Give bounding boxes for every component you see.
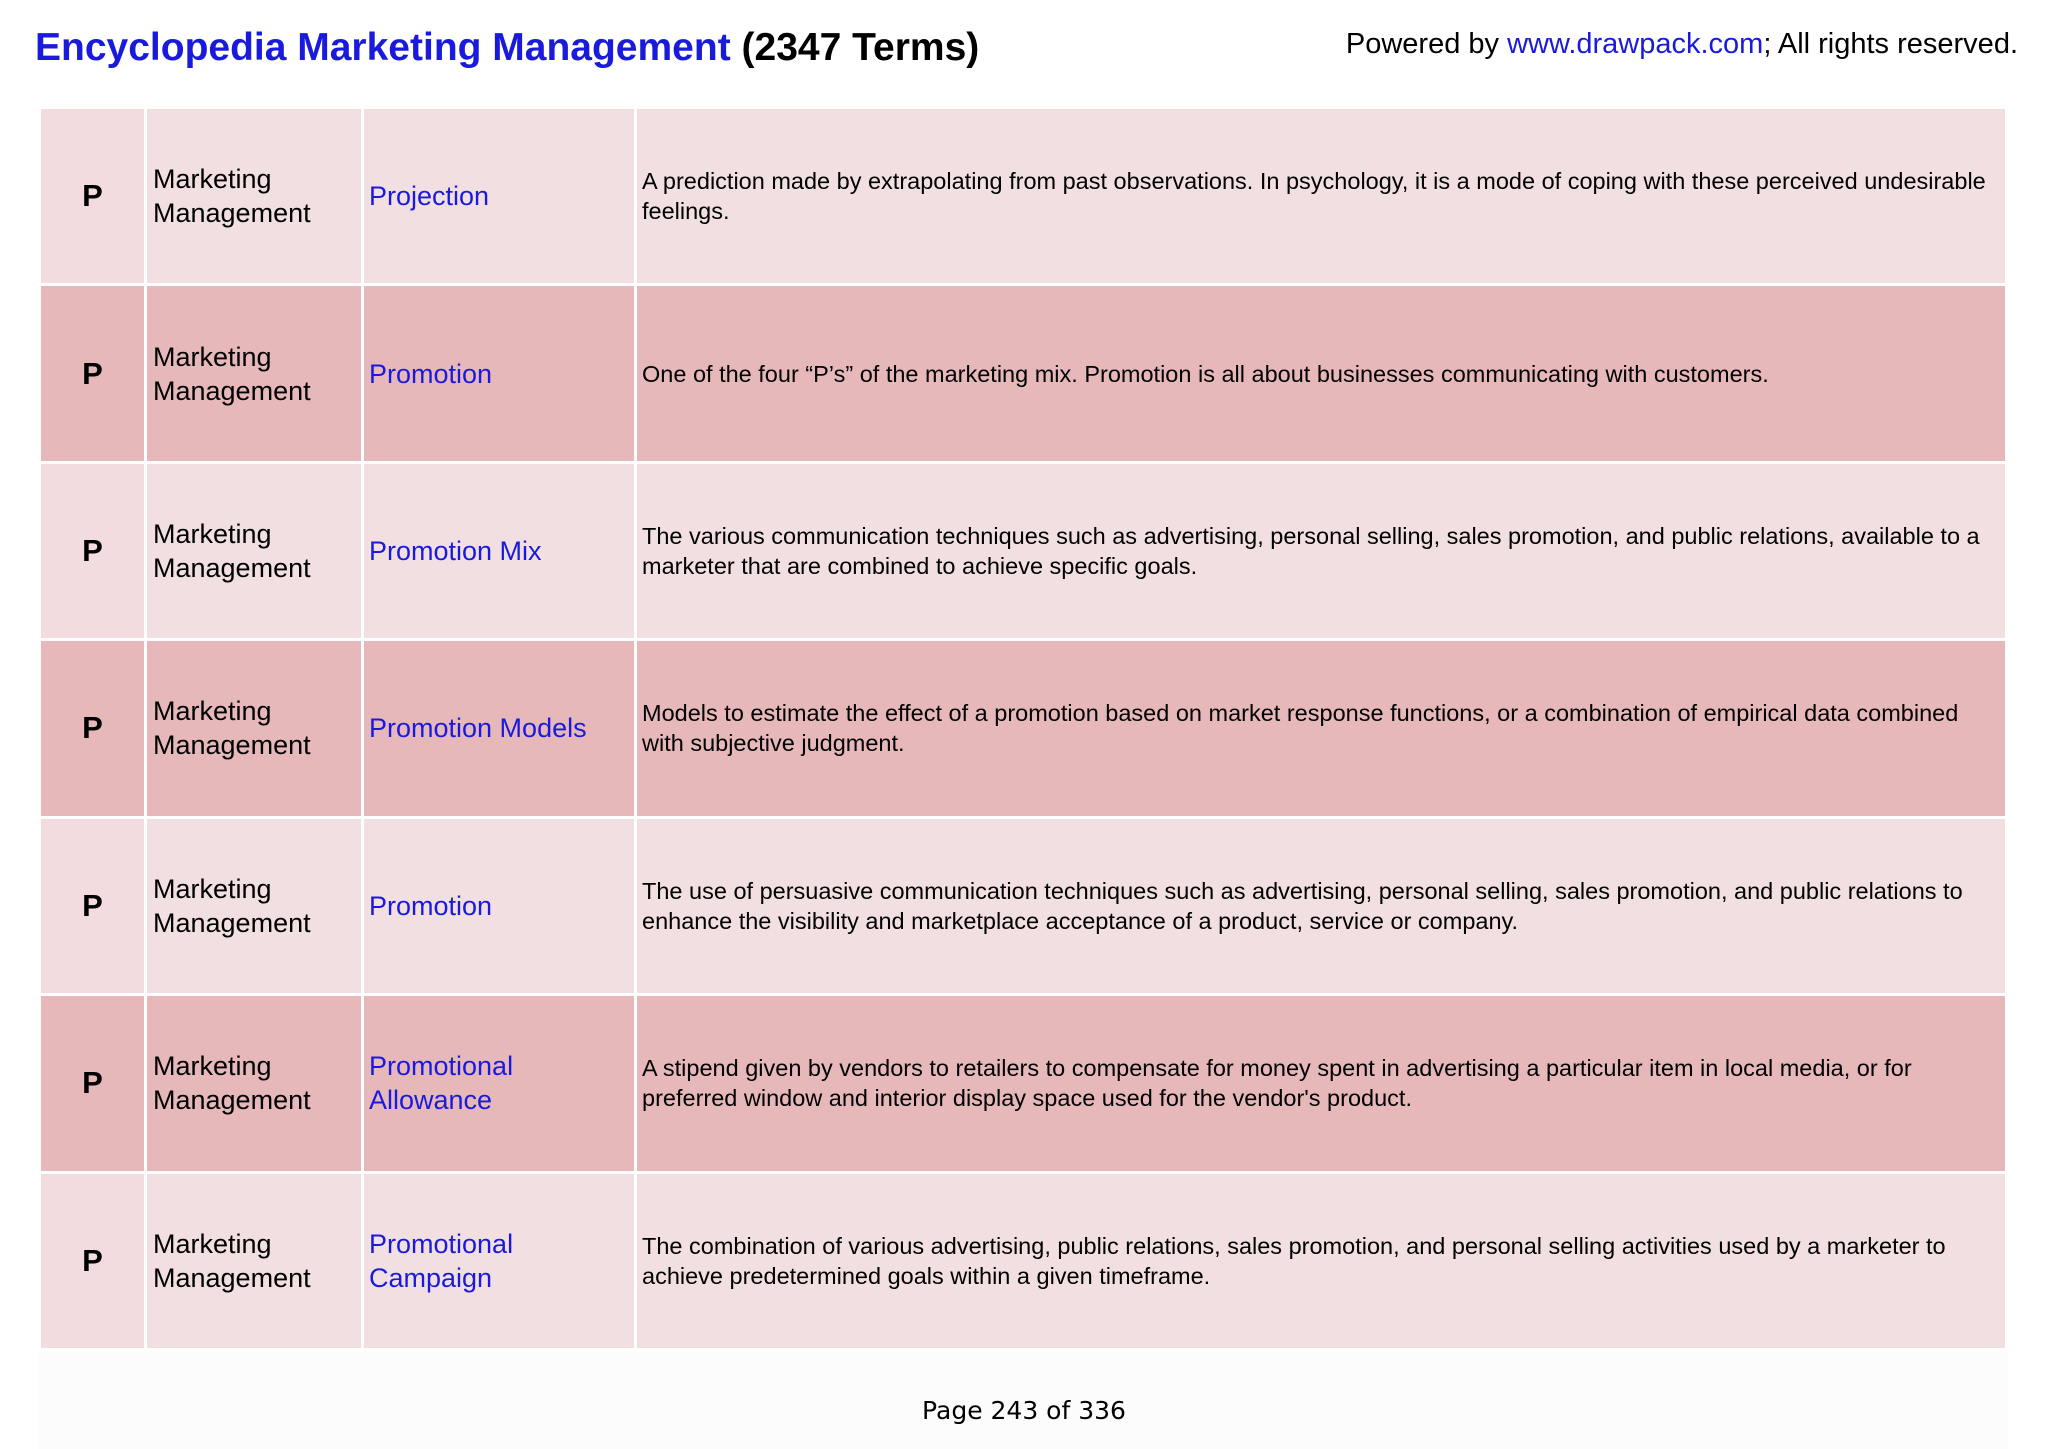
category-line-1: Marketing	[153, 341, 272, 372]
category-cell	[146, 285, 363, 462]
category-line-2: Management	[153, 1262, 311, 1293]
table-row	[40, 462, 2007, 639]
category-line-1: Marketing	[153, 696, 272, 727]
term-link[interactable]: Promotion	[363, 285, 636, 462]
term-link[interactable]: Projection	[363, 108, 636, 285]
table-row	[40, 108, 2007, 285]
letter-cell: P	[40, 285, 146, 462]
category-cell	[146, 462, 363, 639]
category-cell	[146, 1172, 363, 1349]
category-line-1: Marketing	[153, 1228, 272, 1259]
definition-cell: A prediction made by extrapolating from past observations. In psychology, it is a mode of coping with these perceived undesirable feelings.	[636, 108, 2007, 285]
category-line-2: Management	[153, 553, 311, 584]
credits-suffix: ; All rights reserved.	[1763, 28, 2018, 60]
category-line-2: Management	[153, 907, 311, 938]
definition-cell: The various communication techniques such as advertising, personal selling, sales promotion, and public relations, available to a marketer that are combined to achieve specific goals.	[636, 462, 2007, 639]
category-cell	[146, 817, 363, 994]
page-title	[35, 26, 979, 70]
table-row	[40, 640, 2007, 817]
letter-cell: P	[40, 640, 146, 817]
table-row	[40, 285, 2007, 462]
term-link[interactable]: Promotion Models	[363, 640, 636, 817]
table-row	[40, 995, 2007, 1172]
category-cell	[146, 995, 363, 1172]
letter-cell: P	[40, 817, 146, 994]
terms-table	[38, 106, 2008, 1351]
term-link[interactable]: Promotion Mix	[363, 462, 636, 639]
category-line-1: Marketing	[153, 873, 272, 904]
definition-cell: The combination of various advertising, public relations, sales promotion, and personal selling activities used by a marketer to achieve predetermined goals within a given timeframe.	[636, 1172, 2007, 1349]
definition-cell: A stipend given by vendors to retailers to compensate for money spent in advertising a particular item in local media, or for preferred window and interior display space used for the vendor's product.	[636, 995, 2007, 1172]
table-row	[40, 1172, 2007, 1349]
term-link[interactable]: Promotional Allowance	[363, 995, 636, 1172]
category-line-1: Marketing	[153, 519, 272, 550]
credits-prefix: Powered by	[1345, 28, 1508, 60]
category-line-2: Management	[153, 375, 311, 406]
term-link[interactable]: Promotional Campaign	[363, 1172, 636, 1349]
category-line-2: Management	[153, 198, 311, 229]
category-cell	[146, 108, 363, 285]
credits	[1346, 28, 2018, 61]
category-cell	[146, 640, 363, 817]
site-link[interactable]: www.drawpack.com	[1507, 28, 1764, 60]
term-count: (2347 Terms)	[741, 26, 980, 69]
title-main: Encyclopedia Marketing Management	[35, 26, 731, 69]
category-line-1: Marketing	[153, 164, 272, 195]
definition-cell: Models to estimate the effect of a promotion based on market response functions, or a combination of empirical data combined with subjective judgment.	[636, 640, 2007, 817]
category-line-2: Management	[153, 1085, 311, 1116]
category-line-1: Marketing	[153, 1051, 272, 1082]
page-number: Page 243 of 336	[922, 1396, 1126, 1425]
letter-cell: P	[40, 995, 146, 1172]
letter-cell: P	[40, 108, 146, 285]
definition-cell: The use of persuasive communication techniques such as advertising, personal selling, sales promotion, and public relations to enhance the visibility and marketplace acceptance of a product, service or company.	[636, 817, 2007, 994]
letter-cell: P	[40, 1172, 146, 1349]
category-line-2: Management	[153, 730, 311, 761]
table-row	[40, 817, 2007, 994]
letter-cell: P	[40, 462, 146, 639]
definition-cell: One of the four “P’s” of the marketing mix. Promotion is all about businesses communicating with customers.	[636, 285, 2007, 462]
term-link[interactable]: Promotion	[363, 817, 636, 994]
